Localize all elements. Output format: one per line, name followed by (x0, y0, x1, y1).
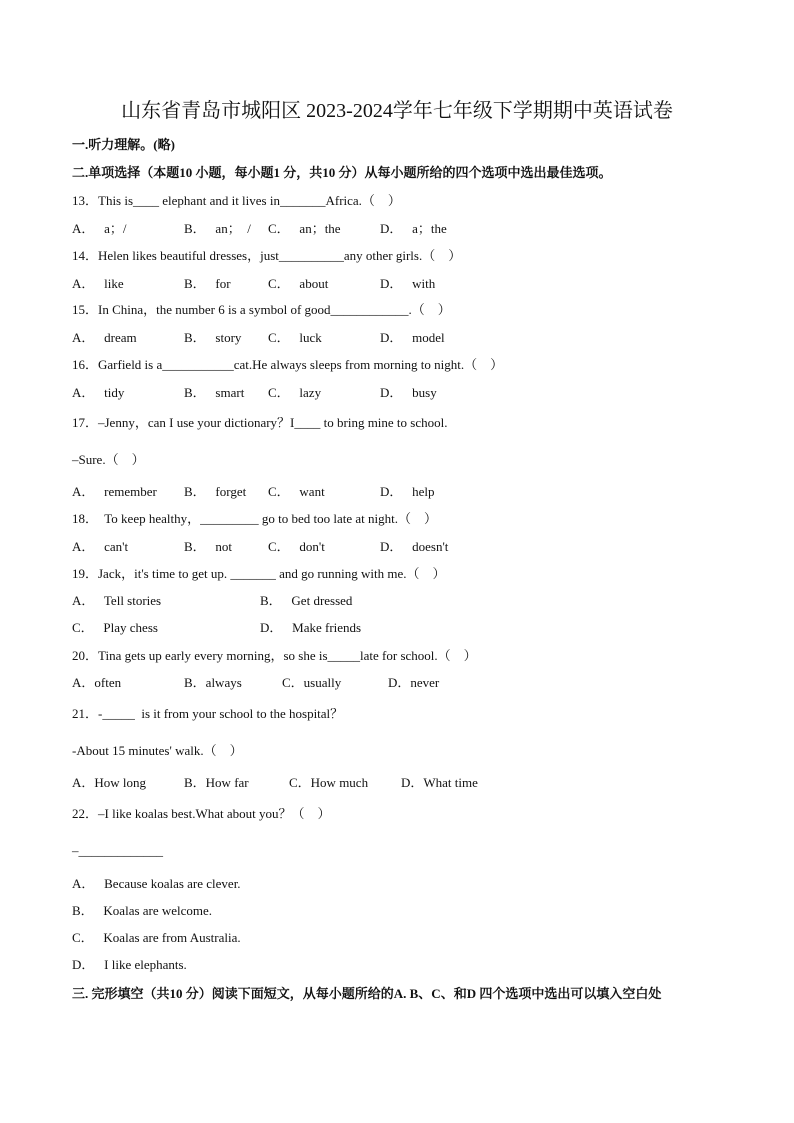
q22-option-b: B． Koalas are welcome. (72, 903, 213, 918)
q14-option-c: C． about (268, 276, 329, 291)
question-22: 22．–I like koalas best.What about you？（ ） (72, 806, 331, 821)
q13-option-a: A． a；/ (72, 221, 127, 236)
q13-option-d: D． a；the (380, 221, 447, 236)
q21-option-a: A．How long (72, 775, 147, 790)
q14-option-a: A． like (72, 276, 124, 291)
q16-option-a: A． tidy (72, 385, 125, 400)
q21-option-c: C．How much (289, 775, 369, 790)
q19-option-d: D． Make friends (260, 620, 362, 635)
q18-option-b: B． not (184, 539, 233, 554)
question-22-blank: –_____________ (72, 843, 163, 858)
question-13: 13．This is____ elephant and it lives in_______Africa.（ ） (72, 193, 401, 208)
q22-option-c: C． Koalas are from Australia. (72, 930, 241, 945)
q20-option-c: C．usually (282, 675, 342, 690)
section-2-heading: 二.单项选择（本题10 小题，每小题1 分，共10 分）从每小题所给的四个选项中选出最佳选项。 (72, 165, 612, 180)
q16-option-d: D． busy (380, 385, 437, 400)
q15-option-c: C． luck (268, 330, 322, 345)
q15-option-a: A． dream (72, 330, 137, 345)
q14-option-b: B． for (184, 276, 231, 291)
question-18: 18． To keep healthy，_________ go to bed too late at night.（ ） (72, 511, 437, 526)
q17-option-d: D． help (380, 484, 435, 499)
section-3-heading: 三. 完形填空（共10 分）阅读下面短文，从每小题所给的A. B、C、和D 四个选项中选出可以填入空白处 (72, 986, 662, 1001)
question-17-reply: –Sure.（ ） (72, 452, 145, 467)
q13-option-b: B． an； / (184, 221, 251, 236)
question-21-reply: -About 15 minutes' walk.（ ） (72, 743, 243, 758)
q21-option-d: D．What time (401, 775, 478, 790)
q13-option-c: C． an；the (268, 221, 341, 236)
question-15: 15．In China，the number 6 is a symbol of good____________.（ ） (72, 302, 451, 317)
q18-option-c: C． don't (268, 539, 325, 554)
page-title: 山东省青岛市城阳区 2023-2024学年七年级下学期期中英语试卷 (121, 100, 673, 122)
q14-option-d: D． with (380, 276, 436, 291)
q18-option-a: A． can't (72, 539, 129, 554)
q17-option-b: B． forget (184, 484, 247, 499)
question-17: 17．–Jenny，can I use your dictionary？I____ to bring mine to school. (72, 415, 448, 430)
q19-option-b: B． Get dressed (260, 593, 353, 608)
q17-option-a: A． remember (72, 484, 157, 499)
q17-option-c: C． want (268, 484, 325, 499)
section-1-heading: 一.听力理解。(略) (72, 137, 175, 152)
q22-option-d: D． I like elephants. (72, 957, 187, 972)
q20-option-b: B．always (184, 675, 242, 690)
q22-option-a: A． Because koalas are clever. (72, 876, 241, 891)
q19-option-a: A． Tell stories (72, 593, 162, 608)
question-14: 14．Helen likes beautiful dresses，just__________any other girls.（ ） (72, 248, 462, 263)
q16-option-c: C． lazy (268, 385, 322, 400)
q15-option-d: D． model (380, 330, 445, 345)
q18-option-d: D． doesn't (380, 539, 449, 554)
q15-option-b: B． story (184, 330, 242, 345)
q21-option-b: B．How far (184, 775, 249, 790)
q20-option-a: A．often (72, 675, 122, 690)
q20-option-d: D．never (388, 675, 440, 690)
q19-option-c: C． Play chess (72, 620, 158, 635)
question-19: 19．Jack，it's time to get up. _______ and go running with me.（ ） (72, 566, 446, 581)
q16-option-b: B． smart (184, 385, 245, 400)
question-21: 21．-_____ is it from your school to the hospital？ (72, 706, 344, 721)
question-20: 20．Tina gets up early every morning，so she is_____late for school.（ ） (72, 648, 477, 663)
question-16: 16．Garfield is a___________cat.He always sleeps from morning to night.（ ） (72, 357, 504, 372)
